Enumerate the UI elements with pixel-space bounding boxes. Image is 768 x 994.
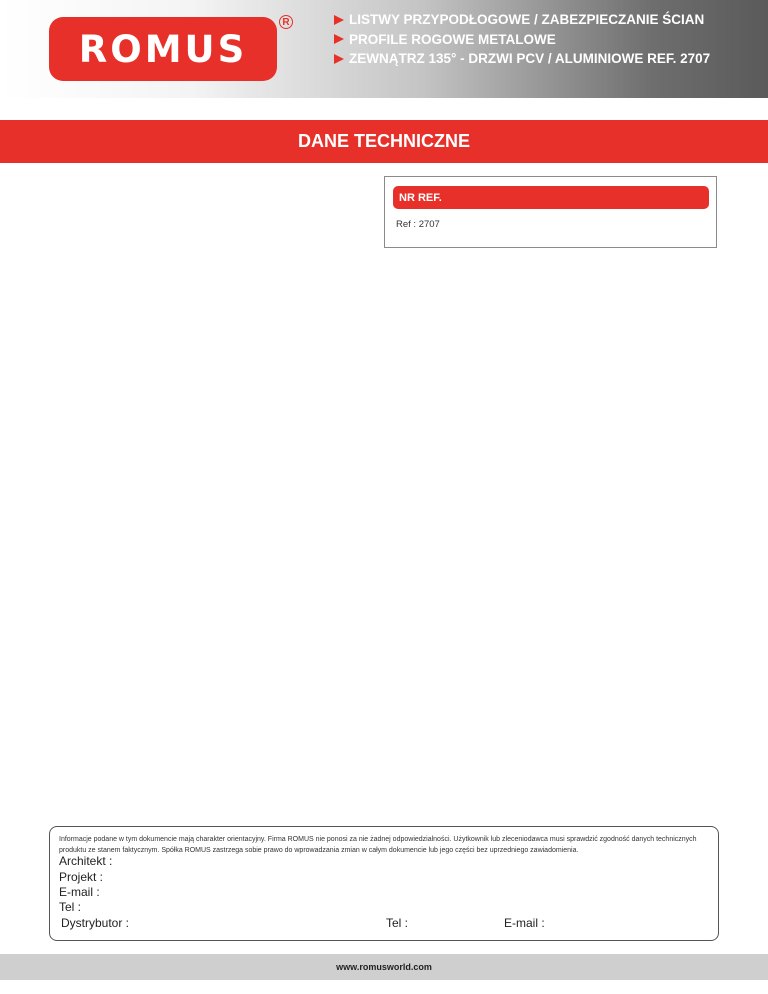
website-link[interactable]: www.romusworld.com — [336, 962, 432, 972]
arrow-right-icon — [334, 15, 344, 25]
arrow-right-icon — [334, 34, 344, 44]
contact-box — [49, 826, 719, 941]
title-line-3 — [334, 49, 710, 69]
distributor-tel-label: Tel : — [386, 916, 409, 930]
title-text-2: PROFILE ROGOWE METALOWE — [349, 31, 556, 47]
product-titles — [334, 10, 710, 69]
logo-text: ROMUS — [78, 27, 248, 71]
title-line-2 — [334, 30, 710, 50]
email-label: E-mail : — [59, 885, 100, 899]
header — [0, 0, 768, 98]
title-text-3: ZEWNĄTRZ 135° - DRZWI PCV / ALUMINIOWE REF. 2707 — [349, 51, 711, 67]
architekt-label: Architekt : — [59, 854, 113, 868]
projekt-label: Projekt : — [59, 870, 104, 884]
arrow-right-icon — [334, 54, 344, 64]
disclaimer-text: Informacje podane w tym dokumencie mają charakter orientacyjny. Firma ROMUS nie ponosi za nie żadnej odpowiedzialności. Użytkownik lub zleceniodawca musi sprawdzić zgodność danych technicznych produktu ze stanem faktycznym. Spółka ROMUS zastrzega sobie prawo do wprowadzania zmian w całym dokumencie lub jego części bez uprzedniego zawiadomienia. — [59, 836, 697, 854]
registered-trademark-icon: R — [279, 15, 293, 29]
section-banner: DANE TECHNICZNE — [0, 120, 768, 163]
romus-logo — [49, 17, 277, 81]
title-line-1 — [334, 10, 710, 30]
reference-heading: NR REF. — [393, 186, 709, 209]
dystrybutor-label: Dystrybutor : — [61, 916, 130, 930]
tel-label: Tel : — [59, 900, 82, 914]
distributor-email-label: E-mail : — [504, 916, 545, 930]
website-footer — [0, 954, 768, 980]
reference-box — [384, 176, 717, 248]
reference-value: Ref : 2707 — [396, 219, 440, 230]
title-text-1: LISTWY PRZYPODŁOGOWE / ZABEZPIECZANIE ŚCIAN — [349, 12, 705, 28]
